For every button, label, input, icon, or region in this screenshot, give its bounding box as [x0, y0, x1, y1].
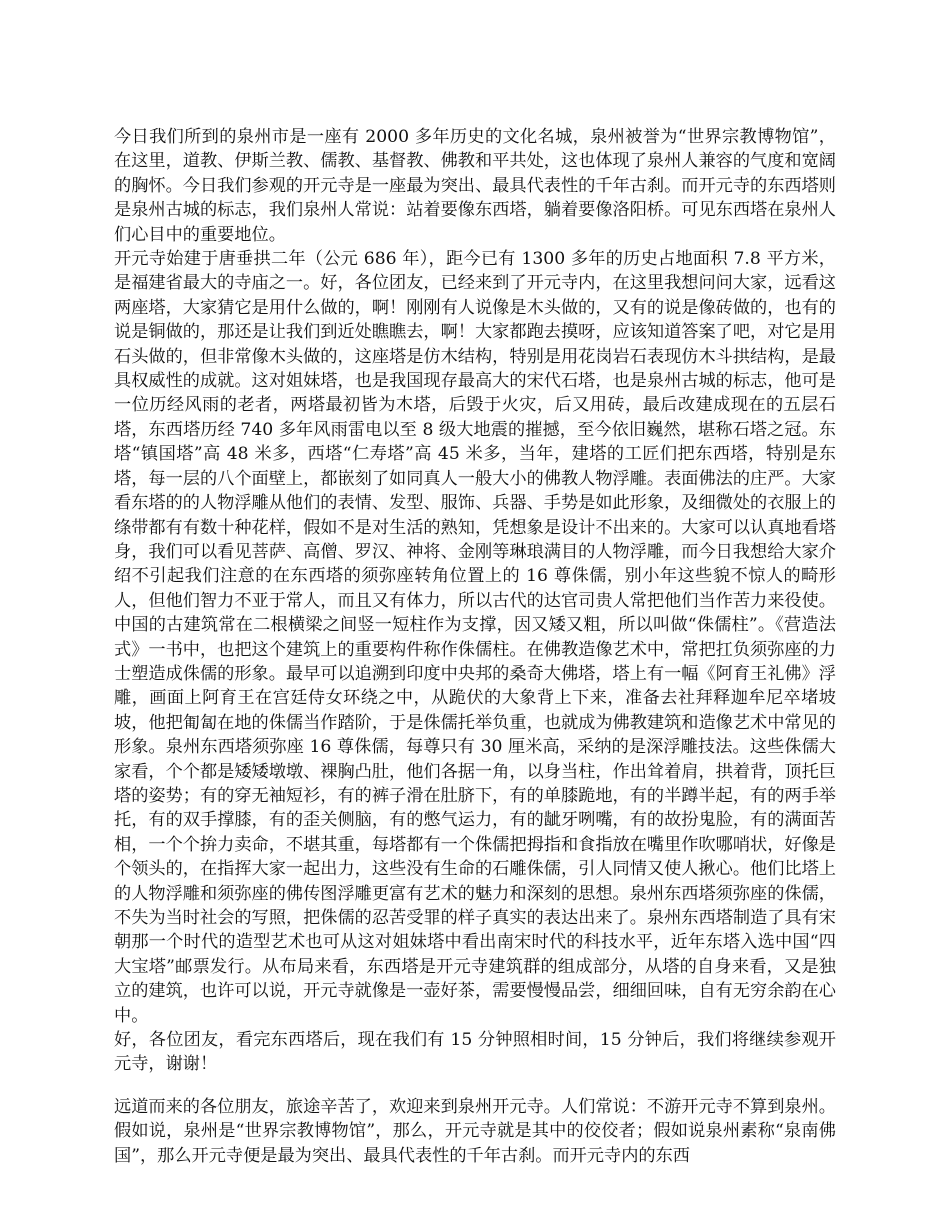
- paragraph-closing: 好，各位团友，看完东西塔后，现在我们有 15 分钟照相时间，15 分钟后，我们将继续参观开元寺，谢谢！: [114, 1030, 836, 1075]
- paragraph-intro: 今日我们所到的泉州市是一座有 2000 多年历史的文化名城，泉州被誉为“世界宗教博物馆”，在这里，道教、伊斯兰教、儒教、基督教、佛教和平共处，这也体现了泉州人兼容的气度和宽阔的胸怀。今日我们参观的开元寺是一座最为突出、最具代表性的千年古刹。而开元寺的东西塔则是泉州古城的标志，我们泉州人常说：站着要像东西塔，躺着要像洛阳桥。可见东西塔在泉州人们心目中的重要地位。: [114, 127, 836, 245]
- paragraph-history: 开元寺始建于唐垂拱二年（公元 686 年），距今已有 1300 多年的历史占地面积 7.8 平方米，是福建省最大的寺庙之一。好，各位团友，已经来到了开元寺内，在这里我想问问大家，远看这两座塔，大家猜它是用什么做的，啊！刚刚有人说像是木头做的，又有的说是像砖做的，也有的说是铜做的，那还是让我们到近处瞧瞧去，啊！大家都跑去摸呀，应该知道答案了吧，对它是用石头做的，但非常像木头做的，这座塔是仿木结构，特别是用花岗岩石表现仿木斗拱结构，是最具权威性的成就。这对姐妹塔，也是我国现存最高大的宋代石塔，也是泉州古城的标志，他可是一位历经风雨的老者，两塔最初皆为木塔，后毁于火灾，后又用砖，最后改建成现在的五层石塔，东西塔历经 740 多年风雨雷电以至 8 级大地震的摧撼，至今依旧巍然，堪称石塔之冠。东塔“镇国塔”高 48 米多，西塔“仁寿塔”高 45 米多，当年，建塔的工匠们把东西塔，特别是东塔，每一层的八个面壁上，都嵌刻了如同真人一般大小的佛教人物浮雕。表面佛法的庄严。大家看东塔的的人物浮雕从他们的表情、发型、服饰、兵器、手势是如此形象，及细微处的衣服上的绦带都有有数十种花样，假如不是对生活的熟知，凭想象是设计不出来的。大家可以认真地看塔身，我们可以看见菩萨、高僧、罗汉、神将、金刚等琳琅满目的人物浮雕，而今日我想给大家介绍不引起我们注意的在东西塔的须弥座转角位置上的 16 尊侏儒，别小年这些貌不惊人的畸形人，但他们智力不亚于常人，而且又有体力，所以古代的达官司贵人常把他们当作苦力来役使。中国的古建筑常在二根横梁之间竖一短柱作为支撑，因又矮又粗，所以叫做“侏儒柱”。《营造法式》一书中，也把这个建筑上的重要构件称作侏儒柱。在佛教造像艺术中，常把扛负须弥座的力士塑造成侏儒的形象。最早可以追溯到印度中央邦的桑奇大佛塔，塔上有一幅《阿育王礼佛》浮雕，画面上阿育王在宫廷侍女环绕之中，从跪伏的大象背上下来，准备去社拜释迦牟尼卒堵坡坡，他把匍匐在地的侏儒当作踏阶，于是侏儒托举负重，也就成为佛教建筑和造像艺术中常见的形象。泉州东西塔须弥座 16 尊侏儒，每尊只有 30 厘米高，采纳的是深浮雕技法。这些侏儒大家看，个个都是矮矮墩墩、裸胸凸肚，他们各据一角，以身当柱，作出耸着肩，拱着背，顶托巨塔的姿势；有的穿无袖短衫，有的裤子滑在肚脐下，有的单膝跪地，有的半蹲半起，有的两手举托，有的双手撑膝，有的歪关侧脑，有的憋气运力，有的龇牙咧嘴，有的故扮鬼脸，有的满面苦相，一个个拚力卖命，不堪其重，每塔都有一个侏儒把拇指和食指放在嘴里作吹哪哨状，好像是个领头的，在指挥大家一起出力，这些没有生命的石雕侏儒，引人同情又使人揪心。他们比塔上的人物浮雕和须弥座的佛传图浮雕更富有艺术的魅力和深刻的思想。泉州东西塔须弥座的侏儒，不失为当时社会的写照，把侏儒的忍苦受罪的样子真实的表达出来了。泉州东西塔制造了具有宋朝那一个时代的造型艺术也可从这对姐妹塔中看出南宋时代的科技水平，近年东塔入选中国“四大宝塔”邮票发行。从布局来看，东西塔是开元寺建筑群的组成部分，从塔的自身来看，又是独立的建筑，也许可以说，开元寺就像是一壶好茶，需要慢慢品尝，细细回味，自有无穷余韵在心中。: [114, 249, 836, 1026]
- paragraph-spacer: [114, 1077, 836, 1095]
- document-body: [114, 125, 836, 1168]
- paragraph-welcome: 远道而来的各位朋友，旅途辛苦了，欢迎来到泉州开元寺。人们常说：不游开元寺不算到泉州。假如说，泉州是“世界宗教博物馆”，那么，开元寺就是其中的佼佼者；假如说泉州素称“泉南佛国”，那么开元寺便是最为突出、最具代表性的千年古刹。而开元寺内的东西: [114, 1096, 836, 1166]
